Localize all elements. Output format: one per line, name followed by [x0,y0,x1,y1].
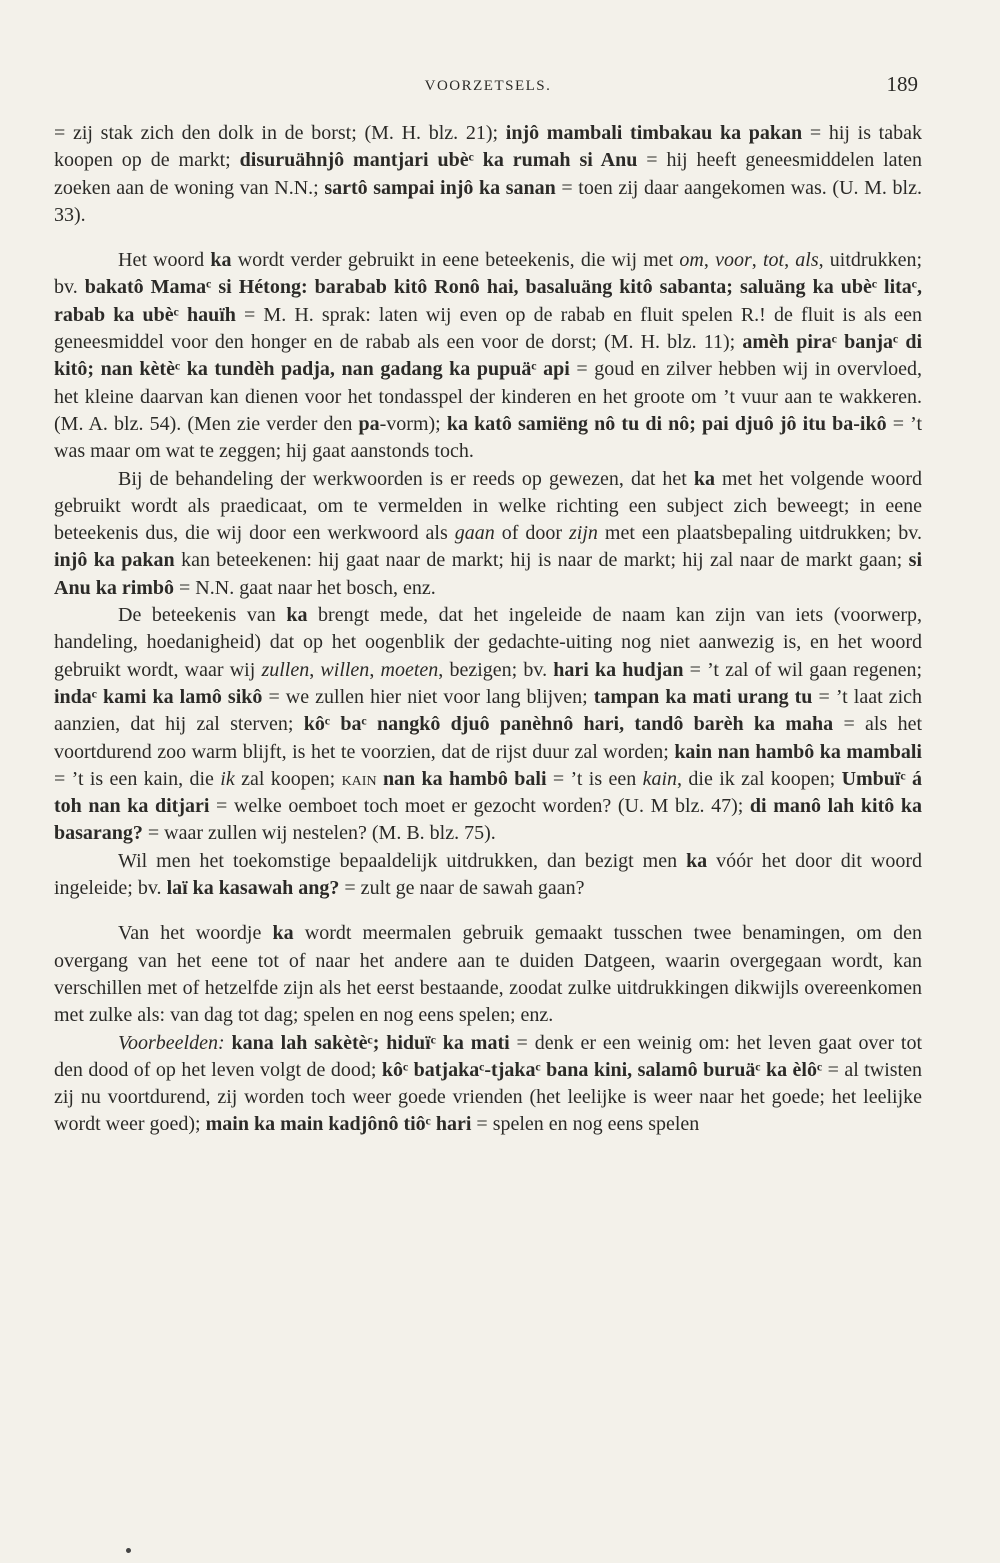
emphasis-text: Voorbeelden: [118,1031,225,1054]
emphasis-text: gaan [454,522,495,545]
malay-term: main ka main kadjônô tiôᶜ hari [205,1113,472,1136]
text-run: , [784,249,796,272]
text-run: wordt verder gebruikt in eene beteekenis, die wij met [231,249,680,272]
text-run: , [703,249,716,272]
page-body [54,120,922,1139]
paragraph [54,602,922,848]
text-run: = denk er een weinig om: het leven gaat over tot den dood of op het leven volgt de dood; [54,1031,923,1081]
text-run: = toen zij daar aangekomen was. (U. M. blz. 33). [54,176,922,226]
paragraph [54,247,922,465]
emphasis-text: om [679,249,704,272]
text-run: = ’t laat zich aanzien, dat hij zal sterven; [54,685,922,736]
emphasis-text: tot [762,249,785,272]
malay-term: ka katô samiëng nô tu di nô; pai djuô jô itu ba-ikô [446,412,887,435]
page-header [54,72,922,106]
malay-term: pa [358,412,380,435]
text-run: Wil men het toekomstige bepaaldelijk uitdrukken, dan bezigt men [118,849,687,872]
text-run: = goud en zilver hebben wij in overvloed, het kleine daarvan kan dienen voor het tondasspel der kinderen en het groote om ’t vuur aan te wakkeren. (M. A. blz. 54). (Men zie verder den [54,358,923,435]
malay-term: kain nan hambô ka mambali [674,740,922,763]
emphasis-text: ik [220,767,235,790]
text-run [225,1032,232,1054]
malay-term: disuruähnjô mantjari ubèᶜ ka rumah si Anu [239,149,638,172]
malay-term: tampan ka mati urang tu [593,685,813,708]
text-run: = hij heeft geneesmiddelen laten zoeken aan de woning van N.N.; [54,149,922,199]
text-run: Het woord [118,249,211,272]
paragraph [54,920,922,1029]
text-run: = ’t zal of wil gaan regenen; [683,658,923,681]
malay-term: indaᶜ kami ka lamô sikô [54,685,263,708]
emphasis-text: zijn [569,522,598,545]
text-run: Bij de behandeling der werkwoorden is er reeds op gewezen, dat het [118,467,694,490]
text-run: = al twisten zij nu voortdurend, zij worden toch weer goede vrienden (het leelijke is weer naar het goede; het leelijke wordt weer goed); [54,1058,922,1136]
text-run: wordt meermalen gebruik gemaakt tusschen twee benamingen, om den overgang van het eene tot of naar het andere aan te duiden Datgeen, waarin overgegaan wordt, kan verschillen met of hetzelfde zijn als het eerst bestaande, zoodat zulke uitdrukkingen dikwijls overeenkomen met zulke als: van dag tot dag; spelen en nog eens spelen; enz. [54,922,922,1027]
text-run: , [369,658,381,681]
malay-term: si Anu ka rimbô [54,549,922,599]
malay-term: kôᶜ batjakaᶜ-tjakaᶜ bana kini, salamô buruäᶜ ka èlôᶜ [381,1058,823,1081]
malay-term: kôᶜ baᶜ nangkô djuô panèhnô hari, tandô barèh ka maha [303,713,834,736]
malay-term: ka [686,849,708,872]
text-run: = we zullen hier niet voor lang blijven; [262,685,594,708]
text-run: = ’t was maar om wat te zeggen; hij gaat aanstonds toch. [54,412,923,463]
paragraph [54,1030,922,1139]
text-run: , bezigen; bv. [438,658,554,681]
malay-term: ka [693,467,716,490]
text-run: vóór het door dit woord ingeleide; bv. [54,849,922,900]
text-run: = N.N. gaat naar het bosch, enz. [174,576,436,599]
text-run: , [751,249,763,272]
text-run: = zult ge naar de sawah gaan? [339,877,585,900]
text-run: met een plaatsbepaling uitdrukken; bv. [597,522,922,545]
malay-term: bakatô Mamaᶜ si Hétong: barabab kitô Ronô hai, basaluäng kitô sabanta; saluäng ka ubèᶜ litaᶜ, rabab ka ubèᶜ hauïh [54,276,922,326]
page-number: 189 [886,72,918,96]
malay-term: di manô lah kitô ka basarang? [54,795,922,845]
text-run: kan beteekenen: hij gaat naar de markt; hij is naar de markt; hij zal naar de markt gaan; [174,549,909,572]
text-run: = zij stak zich den dolk in de borst; (M. H. blz. 21); [54,122,506,144]
ink-speck [126,1548,131,1553]
malay-term: injô ka pakan [54,549,175,572]
text-run: = als het voortdurend zoo warm blijft, is het te voorzien, dat de rijst duur zal worden; [54,713,923,763]
text-run: De beteekenis van [118,604,287,627]
text-run: , die ik zal koopen; [677,767,842,790]
text-run: , [309,658,321,681]
malay-term: kana lah sakètèᶜ; hiduïᶜ ka mati [231,1031,510,1054]
paragraph [54,466,922,602]
malay-term: Umbuïᶜ á toh nan ka ditjari [54,767,923,818]
text-run: = waar zullen wij nestelen? (M. B. blz. 75). [142,822,496,845]
text-run: of door [494,522,570,545]
text-run: Van het woordje [118,922,273,945]
text-run: = M. H. sprak: laten wij even op de rabab en fluit spelen R.! de fluit is als een geneesmiddel voor den honger en de rabab als een voor de dorst; (M. H. blz. 11); [54,303,923,354]
text-run: -vorm); [379,412,447,435]
emphasis-text: als [795,249,819,272]
malay-term: ka [272,922,294,945]
malay-term: ka [286,604,308,627]
malay-term: amèh piraᶜ banjaᶜ di kitô; nan kètèᶜ ka tundèh padja, nan gadang ka pupuäᶜ api [54,331,922,381]
malay-term: sartô sampai injô ka sanan [324,176,556,199]
emphasis-text: moeten [380,658,439,681]
malay-term: hari ka hudjan [553,658,684,681]
text-run: , uitdrukken; bv. [54,249,923,299]
malay-term: nan ka hambô bali [382,767,547,790]
emphasis-text: kain [642,767,678,790]
paragraph [54,848,922,903]
small-caps-term: kain [341,767,377,790]
paragraph [54,120,922,229]
text-run: = hij is tabak koopen op de markt; [54,122,922,172]
text-run: zal koopen; [234,767,342,790]
malay-term: laï ka kasawah ang? [166,877,340,900]
running-title: VOORZETSELS. [424,78,552,94]
text-run: = ’t is een kain, die [54,767,221,790]
malay-term: injô mambali timbakau ka pakan [505,122,803,144]
text-run: = ’t is een [546,767,643,790]
emphasis-text: willen [320,658,370,681]
text-run: = welke oemboet toch moet er gezocht worden? (U. M blz. 47); [209,795,750,818]
emphasis-text: zullen [261,658,310,681]
emphasis-text: voor [715,249,752,272]
text-run: met het volgende woord gebruikt wordt als praedicaat, om te vermelden in welke richting een subject zich beweegt; in eene beteekenis dus, die wij door een werkwoord als [54,467,922,545]
text-run: brengt mede, dat het ingeleide de naam kan zijn van iets (voorwerp, handeling, hoedanigheid) dat op het oogenblik der gedachte-uiting nog niet aanwezig is, en het woord gebruikt wordt, waar wij [54,604,922,681]
text-run: = spelen en nog eens spelen [471,1113,700,1136]
malay-term: ka [210,249,232,272]
